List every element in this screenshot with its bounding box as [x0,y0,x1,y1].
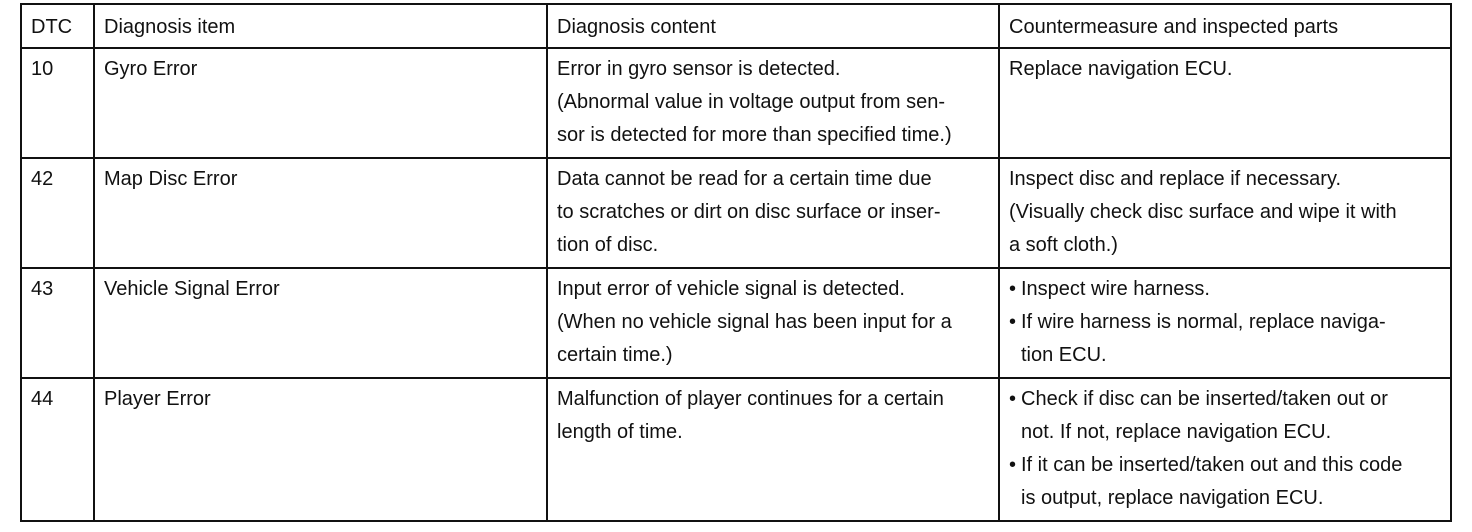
bullet-line: tion ECU. [1021,344,1107,366]
content-line: Input error of vehicle signal is detected. [557,278,905,300]
content-line: Malfunction of player continues for a certain [557,388,944,410]
dtc-diagnosis-table [20,3,1452,522]
countermeasure-line: (Visually check disc surface and wipe it with [1009,201,1397,223]
diagnosis-content-cell [547,268,999,378]
content-line: length of time. [557,421,683,443]
table-row [21,48,1451,158]
table-row [21,268,1451,378]
diagnosis-item-cell: Vehicle Signal Error [94,268,547,378]
dtc-code-cell: 43 [21,268,94,378]
content-line: sor is detected for more than specified time.) [557,124,952,146]
countermeasure-cell [999,378,1451,521]
diagnosis-item-cell: Player Error [94,378,547,521]
countermeasure-line: Replace navigation ECU. [1009,58,1233,80]
countermeasure-bullet-list [1009,383,1444,515]
countermeasure-bullet [1009,273,1444,306]
diagnosis-content-cell [547,378,999,521]
header-diagnosis-content: Diagnosis content [547,4,999,48]
countermeasure-bullet-list [1009,273,1444,372]
bullet-line: • If wire harness is normal, replace naviga- [1021,311,1386,333]
countermeasure-cell [999,48,1451,158]
table-row [21,378,1451,521]
content-line: Error in gyro sensor is detected. [557,58,841,80]
table-row [21,158,1451,268]
content-line: to scratches or dirt on disc surface or inser- [557,201,941,223]
diagnosis-item-cell: Gyro Error [94,48,547,158]
bullet-line: not. If not, replace navigation ECU. [1021,421,1332,443]
diagnosis-item-cell: Map Disc Error [94,158,547,268]
table-header-row [21,4,1451,48]
content-line: (Abnormal value in voltage output from sen- [557,91,945,113]
countermeasure-bullet [1009,449,1444,515]
countermeasure-line: Inspect disc and replace if necessary. [1009,168,1342,190]
bullet-line: • Inspect wire harness. [1021,278,1210,300]
bullet-line: is output, replace navigation ECU. [1021,487,1324,509]
header-countermeasure: Countermeasure and inspected parts [999,4,1451,48]
dtc-code-cell: 44 [21,378,94,521]
header-diagnosis-item: Diagnosis item [94,4,547,48]
countermeasure-cell [999,158,1451,268]
header-dtc: DTC [21,4,94,48]
countermeasure-bullet [1009,383,1444,449]
content-line: (When no vehicle signal has been input for a [557,311,952,333]
countermeasure-cell [999,268,1451,378]
content-line: Data cannot be read for a certain time due [557,168,932,190]
bullet-line: • Check if disc can be inserted/taken out or [1021,388,1388,410]
diagnosis-content-cell [547,158,999,268]
content-line: certain time.) [557,344,673,366]
dtc-code-cell: 42 [21,158,94,268]
countermeasure-bullet [1009,306,1444,372]
diagnosis-content-cell [547,48,999,158]
dtc-code-cell: 10 [21,48,94,158]
bullet-line: • If it can be inserted/taken out and this code [1021,454,1403,476]
content-line: tion of disc. [557,234,659,256]
countermeasure-line: a soft cloth.) [1009,234,1118,256]
